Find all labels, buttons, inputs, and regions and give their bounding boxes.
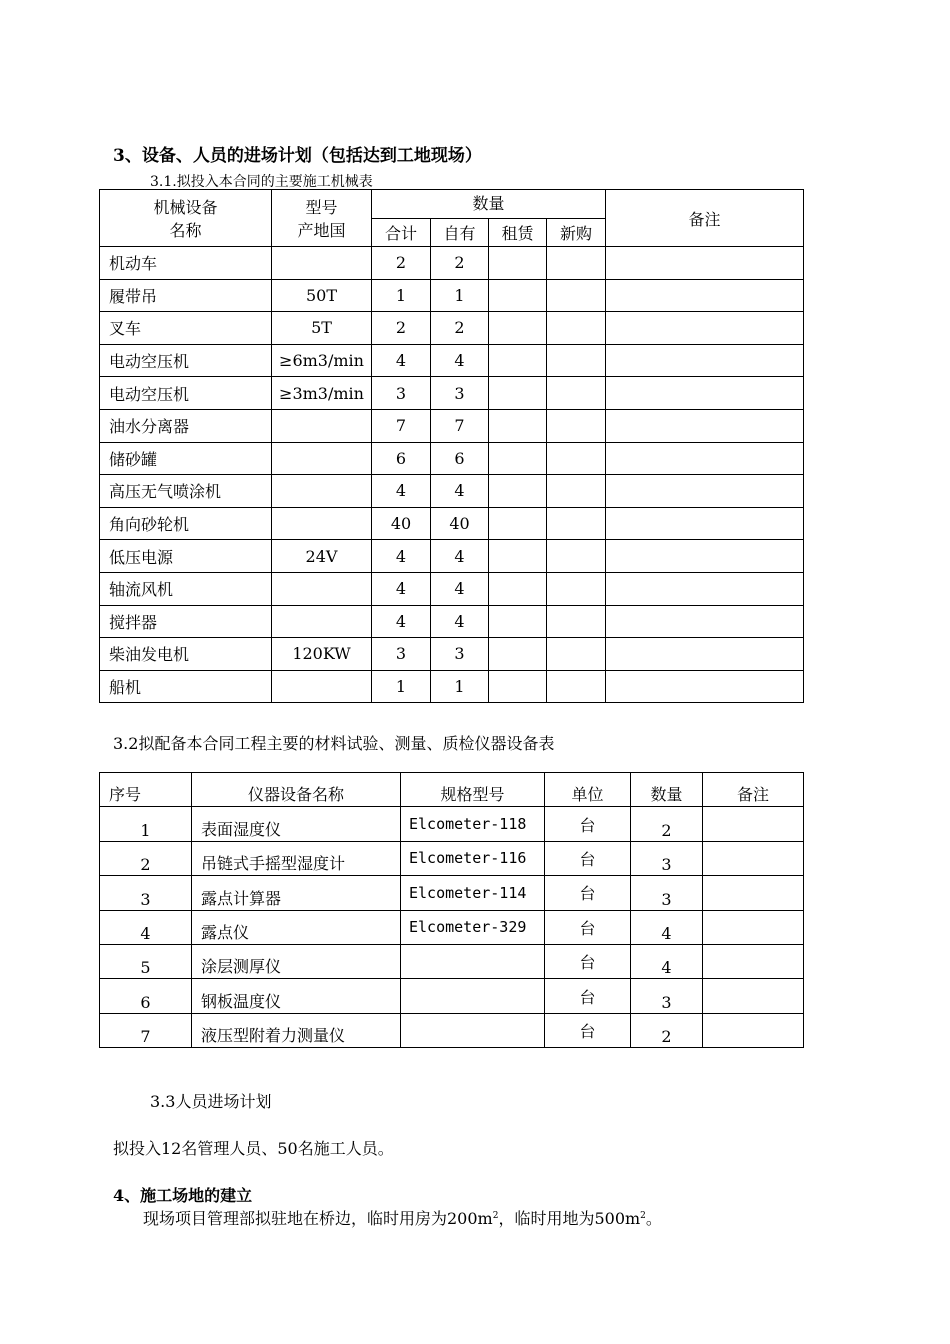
instrument-spec-cell: [401, 1013, 545, 1047]
header-no: 序号: [100, 773, 192, 807]
machine-own-cell: 6: [431, 442, 489, 475]
header-model-line1: 型号: [305, 198, 338, 217]
machine-lease-cell: [489, 638, 547, 671]
machine-new-cell: [547, 409, 606, 442]
instruments-table-title: 3.2拟配备本合同工程主要的材料试验、测量、质检仪器设备表: [113, 734, 555, 753]
instrument-spec-cell: Elcometer-329: [401, 910, 545, 944]
machine-lease-cell: [489, 605, 547, 638]
machine-name-cell: 角向砂轮机: [100, 507, 272, 540]
instrument-row: [100, 944, 804, 978]
personnel-plan-text: 拟投入12名管理人员、50名施工人员。: [113, 1139, 394, 1158]
machine-row: [100, 344, 804, 377]
machine-lease-cell: [489, 279, 547, 312]
site-text-sup2: 2: [640, 1211, 646, 1221]
machine-remark-cell: [606, 507, 804, 540]
header-machine-name-line2: 名称: [169, 221, 202, 240]
machines-table: [99, 189, 804, 703]
machine-own-cell: 1: [431, 670, 489, 703]
machine-own-cell: 4: [431, 605, 489, 638]
machine-model-cell: 50T: [272, 279, 372, 312]
instrument-name-cell: 吊链式手摇型湿度计: [192, 841, 401, 875]
instrument-name-cell: 钢板温度仪: [192, 979, 401, 1013]
instrument-no-cell: 3: [100, 876, 192, 910]
machine-new-cell: [547, 442, 606, 475]
site-text-part1: 现场项目管理部拟驻地在桥边，临时用房为200m: [143, 1209, 493, 1228]
instrument-name-cell: 露点仪: [192, 910, 401, 944]
machine-remark-cell: [606, 540, 804, 573]
site-setup-text: [143, 1206, 662, 1229]
machine-name-cell: 柴油发电机: [100, 638, 272, 671]
instrument-spec-cell: Elcometer-116: [401, 841, 545, 875]
machine-new-cell: [547, 344, 606, 377]
machine-model-cell: 5T: [272, 312, 372, 345]
instrument-qty-cell: 4: [631, 944, 703, 978]
header-machine-name-line1: 机械设备: [153, 198, 218, 217]
header-lease: 租赁: [489, 219, 547, 247]
machine-total-cell: 2: [372, 247, 431, 280]
machine-name-cell: 油水分离器: [100, 409, 272, 442]
machine-remark-cell: [606, 605, 804, 638]
machine-lease-cell: [489, 507, 547, 540]
instrument-name-cell: 液压型附着力测量仪: [192, 1013, 401, 1047]
machine-model-cell: ≥6m3/min: [272, 344, 372, 377]
instrument-remark-cell: [703, 807, 804, 841]
header-quantity: 数量: [372, 190, 606, 219]
instrument-remark-cell: [703, 876, 804, 910]
instrument-row: [100, 807, 804, 841]
machine-row: [100, 670, 804, 703]
machine-total-cell: 7: [372, 409, 431, 442]
machine-total-cell: 4: [372, 605, 431, 638]
machine-total-cell: 6: [372, 442, 431, 475]
machine-own-cell: 3: [431, 377, 489, 410]
machine-lease-cell: [489, 442, 547, 475]
section-3-heading: 3、设备、人员的进场计划（包括达到工地现场）: [113, 146, 482, 166]
machine-new-cell: [547, 312, 606, 345]
machine-model-cell: [272, 409, 372, 442]
machine-row: [100, 475, 804, 508]
machine-model-cell: [272, 670, 372, 703]
machine-model-cell: [272, 605, 372, 638]
machine-new-cell: [547, 605, 606, 638]
instrument-remark-cell: [703, 1013, 804, 1047]
machine-row: [100, 638, 804, 671]
header-remark: 备注: [703, 773, 804, 807]
instrument-spec-cell: Elcometer-118: [401, 807, 545, 841]
machine-remark-cell: [606, 475, 804, 508]
header-total: 合计: [372, 219, 431, 247]
machine-lease-cell: [489, 540, 547, 573]
machine-total-cell: 4: [372, 475, 431, 508]
machine-name-cell: 叉车: [100, 312, 272, 345]
machine-lease-cell: [489, 344, 547, 377]
instrument-remark-cell: [703, 979, 804, 1013]
machine-row: [100, 377, 804, 410]
instrument-qty-cell: 3: [631, 841, 703, 875]
instrument-remark-cell: [703, 944, 804, 978]
machine-new-cell: [547, 475, 606, 508]
header-model: [272, 190, 372, 247]
machine-total-cell: 40: [372, 507, 431, 540]
instrument-no-cell: 5: [100, 944, 192, 978]
machine-lease-cell: [489, 312, 547, 345]
instrument-spec-cell: [401, 944, 545, 978]
header-instrument-name: 仪器设备名称: [192, 773, 401, 807]
machine-total-cell: 1: [372, 670, 431, 703]
machine-own-cell: 40: [431, 507, 489, 540]
machine-row: [100, 247, 804, 280]
machine-name-cell: 船机: [100, 670, 272, 703]
machine-remark-cell: [606, 409, 804, 442]
instrument-row: [100, 876, 804, 910]
machine-name-cell: 高压无气喷涂机: [100, 475, 272, 508]
site-text-part2: ，临时用地为500m: [498, 1209, 641, 1228]
machine-own-cell: 4: [431, 572, 489, 605]
machine-name-cell: 电动空压机: [100, 377, 272, 410]
machine-model-cell: 120KW: [272, 638, 372, 671]
instrument-unit-cell: 台: [545, 841, 631, 875]
machine-row: [100, 572, 804, 605]
header-own: 自有: [431, 219, 489, 247]
header-unit: 单位: [545, 773, 631, 807]
instrument-no-cell: 4: [100, 910, 192, 944]
instrument-qty-cell: 3: [631, 876, 703, 910]
machine-remark-cell: [606, 572, 804, 605]
instrument-name-cell: 表面湿度仪: [192, 807, 401, 841]
machine-name-cell: 储砂罐: [100, 442, 272, 475]
machine-own-cell: 1: [431, 279, 489, 312]
instrument-no-cell: 6: [100, 979, 192, 1013]
instrument-qty-cell: 2: [631, 1013, 703, 1047]
machine-new-cell: [547, 540, 606, 573]
machine-remark-cell: [606, 442, 804, 475]
machine-lease-cell: [489, 409, 547, 442]
machine-row: [100, 442, 804, 475]
instrument-qty-cell: 4: [631, 910, 703, 944]
header-remark: 备注: [606, 190, 804, 247]
machine-new-cell: [547, 247, 606, 280]
machine-total-cell: 2: [372, 312, 431, 345]
machine-name-cell: 电动空压机: [100, 344, 272, 377]
machine-name-cell: 低压电源: [100, 540, 272, 573]
machine-name-cell: 搅拌器: [100, 605, 272, 638]
machine-own-cell: 4: [431, 344, 489, 377]
machine-lease-cell: [489, 572, 547, 605]
machine-model-cell: 24V: [272, 540, 372, 573]
instrument-no-cell: 2: [100, 841, 192, 875]
instrument-unit-cell: 台: [545, 979, 631, 1013]
section-4-heading: 4、施工场地的建立: [113, 1186, 253, 1205]
instrument-qty-cell: 2: [631, 807, 703, 841]
instrument-unit-cell: 台: [545, 1013, 631, 1047]
personnel-plan-title: 3.3人员进场计划: [150, 1092, 272, 1111]
machine-own-cell: 3: [431, 638, 489, 671]
machine-remark-cell: [606, 279, 804, 312]
instrument-unit-cell: 台: [545, 944, 631, 978]
machine-total-cell: 3: [372, 638, 431, 671]
machine-row: [100, 540, 804, 573]
machine-remark-cell: [606, 670, 804, 703]
machine-total-cell: 4: [372, 344, 431, 377]
instrument-row: [100, 841, 804, 875]
machine-row: [100, 279, 804, 312]
instrument-name-cell: 露点计算器: [192, 876, 401, 910]
machine-model-cell: [272, 442, 372, 475]
instrument-remark-cell: [703, 910, 804, 944]
machine-model-cell: [272, 507, 372, 540]
header-model-line2: 产地国: [297, 221, 346, 240]
machine-total-cell: 3: [372, 377, 431, 410]
machine-model-cell: ≥3m3/min: [272, 377, 372, 410]
instrument-unit-cell: 台: [545, 910, 631, 944]
machine-row: [100, 605, 804, 638]
machine-new-cell: [547, 279, 606, 312]
machines-table-title: 3.1.拟投入本合同的主要施工机械表: [150, 174, 373, 190]
machine-name-cell: 机动车: [100, 247, 272, 280]
machine-new-cell: [547, 638, 606, 671]
instrument-no-cell: 7: [100, 1013, 192, 1047]
machine-remark-cell: [606, 344, 804, 377]
instrument-row: [100, 1013, 804, 1047]
site-text-sup1: 2: [492, 1211, 499, 1221]
machine-new-cell: [547, 507, 606, 540]
machine-total-cell: 4: [372, 540, 431, 573]
machine-row: [100, 312, 804, 345]
machine-lease-cell: [489, 670, 547, 703]
header-machine-name: [100, 190, 272, 247]
instrument-row: [100, 979, 804, 1013]
machine-name-cell: 轴流风机: [100, 572, 272, 605]
machine-total-cell: 1: [372, 279, 431, 312]
instrument-name-cell: 涂层测厚仪: [192, 944, 401, 978]
machine-lease-cell: [489, 475, 547, 508]
instrument-no-cell: 1: [100, 807, 192, 841]
machine-own-cell: 2: [431, 247, 489, 280]
machine-remark-cell: [606, 377, 804, 410]
site-text-part3: 。: [645, 1209, 662, 1228]
machine-lease-cell: [489, 247, 547, 280]
machine-lease-cell: [489, 377, 547, 410]
machine-model-cell: [272, 572, 372, 605]
instrument-unit-cell: 台: [545, 807, 631, 841]
header-new: 新购: [547, 219, 606, 247]
machine-own-cell: 4: [431, 475, 489, 508]
machine-new-cell: [547, 670, 606, 703]
machine-row: [100, 507, 804, 540]
instrument-spec-cell: Elcometer-114: [401, 876, 545, 910]
instruments-table: [99, 772, 804, 1048]
machine-remark-cell: [606, 638, 804, 671]
instrument-row: [100, 910, 804, 944]
machine-model-cell: [272, 247, 372, 280]
instrument-remark-cell: [703, 841, 804, 875]
machine-remark-cell: [606, 247, 804, 280]
machine-own-cell: 2: [431, 312, 489, 345]
machine-new-cell: [547, 572, 606, 605]
machine-total-cell: 4: [372, 572, 431, 605]
machine-own-cell: 4: [431, 540, 489, 573]
machine-remark-cell: [606, 312, 804, 345]
machine-name-cell: 履带吊: [100, 279, 272, 312]
instrument-unit-cell: 台: [545, 876, 631, 910]
header-qty: 数量: [631, 773, 703, 807]
header-spec: 规格型号: [401, 773, 545, 807]
machine-new-cell: [547, 377, 606, 410]
instrument-qty-cell: 3: [631, 979, 703, 1013]
machine-row: [100, 409, 804, 442]
machine-own-cell: 7: [431, 409, 489, 442]
instrument-spec-cell: [401, 979, 545, 1013]
machine-model-cell: [272, 475, 372, 508]
